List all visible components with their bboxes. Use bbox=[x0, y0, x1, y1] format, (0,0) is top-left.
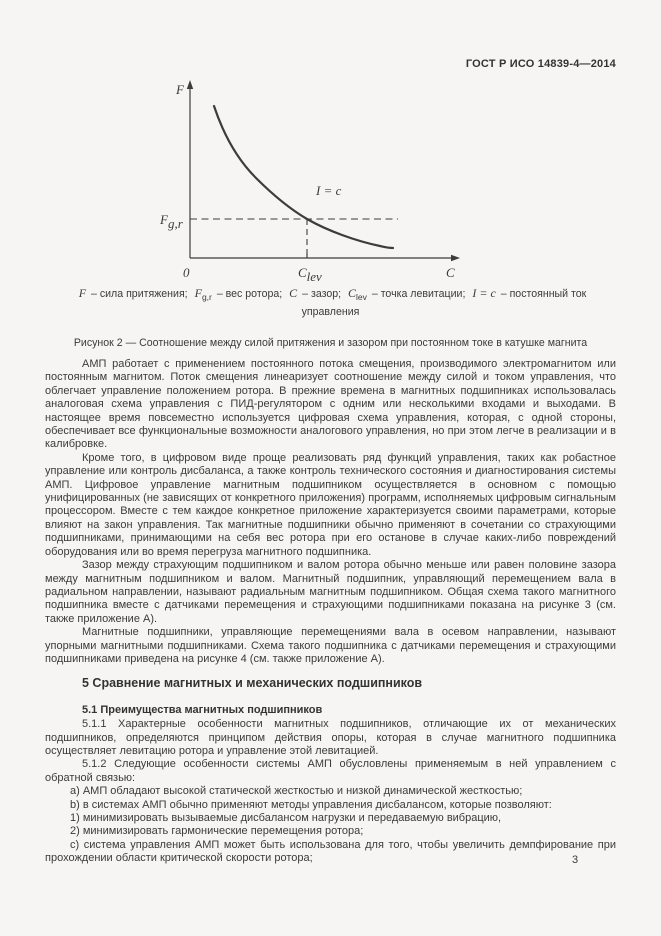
paragraph-5-1-2: 5.1.2 Следующие особенности системы АМП обусловлены применяемым в ней управлением с обратной связью: bbox=[45, 758, 616, 784]
document-header-code: ГОСТ Р ИСО 14839-4—2014 bbox=[465, 58, 616, 70]
legend-text: – сила притяжения; bbox=[91, 288, 188, 300]
legend-symbol: C bbox=[289, 286, 298, 300]
paragraph: Зазор между страхующим подшипником и валом ротора обычно меньше или равен половине зазора между магнитным подшипником и валом. Магнитный подшипник, управляющий перемещением вала в радиальном направлении, называют радиальным магнитным подшипником. Общая схема такого магнитного подшипника вместе с датчиками перемещения и страхующими подшипниками показана на рисунке 3 (см. также приложение А). bbox=[45, 559, 616, 625]
legend-text: – зазор; bbox=[302, 288, 342, 300]
list-item-2: 2) минимизировать гармонические перемещения ротора; bbox=[70, 825, 364, 838]
curve-constant-current-label: I = c bbox=[316, 183, 342, 198]
list-item-c: c) система управления АМП может быть использована для того, чтобы увеличить демпфирование при прохождении области критической скорости ротора; bbox=[45, 838, 616, 865]
paragraph-5-1-1: 5.1.1 Характерные особенности магнитных подшипников, отличающие их от механических подшипников, определяются принципом действия опоры, которая в случае магнитного подшипника осуществляет левитацию ротора и управление этой левитацией. bbox=[45, 718, 616, 757]
paragraph: Кроме того, в цифровом виде проще реализовать ряд функций управления, таких как робастное управление или контроль дисбаланса, а также контроль технического состояния и диагностирования системы АМП. Цифровое управление магнитным подшипником осуществляется в основном с помощью унифицированных (не зависящих от конкретного приложения) программ, исполняемых цифровым сигнальным процессором. Вместе с тем каждое конкретное приложение характеризуется своими параметрами, которые влияют на закон управления. Так магнитные подшипники обычно применяют в сочетании со страхующими подшипниками, принимающими на себя вес ротора при его останове в случае каких-либо повреждений оборудования или во время перегруза магнитного подшипника. bbox=[45, 451, 616, 558]
figure-legend bbox=[45, 286, 616, 320]
origin-label: 0 bbox=[183, 265, 190, 280]
section-heading-5: 5 Сравнение магнитных и механических подшипников bbox=[82, 676, 423, 691]
legend-symbol: $F_{g,r}$ bbox=[194, 286, 212, 302]
list-item-1: 1) минимизировать вызываемые дисбалансом нагрузки и передаваемую вибрацию, bbox=[70, 812, 502, 824]
y-axis-arrow-icon bbox=[187, 80, 193, 89]
figure-2-chart bbox=[140, 78, 470, 285]
paragraph: Магнитные подшипники, управляющие перемещениями вала в осевом направлении, называют упорными магнитными подшипниками. Схема такого подшипника с датчиками перемещения и страхующими подшипниками приведена на рисунке 4 (см. также приложение А). bbox=[45, 626, 616, 665]
legend-text: – точка левитации; bbox=[371, 288, 466, 300]
y-axis-label: F bbox=[176, 82, 184, 97]
legend-symbol: F bbox=[78, 286, 87, 300]
figure-caption: Рисунок 2 — Соотношение между силой притяжения и зазором при постоянном токе в катушке магнита bbox=[73, 337, 588, 349]
x-axis-arrow-icon bbox=[451, 255, 460, 261]
list-item-a: a) АМП обладают высокой статической жесткостью и низкой динамической жесткостью; bbox=[70, 785, 523, 798]
attraction-force-curve bbox=[214, 106, 393, 248]
clev-label: Clev bbox=[298, 265, 322, 284]
paragraph: АМП работает с применением постоянного потока смещения, производимого электромагнитом или постоянным магнитом. Поток смещения линеаризует соотношение между силой и током управления, что облегчает управление положением ротора. В прежние времена в магнитных подшипниках использовалась аналоговая схема управления с ПИД-регулятором с одним или несколькими входами и выходами. В настоящее время повсеместно используется цифровая схема управления, которая, с одной стороны, обеспечивает все функциональные возможности аналогового управления, но при этом легче в реализации и в калибровке. bbox=[45, 358, 616, 451]
x-axis-label: C bbox=[446, 265, 455, 280]
subsection-heading-5-1: 5.1 Преимущества магнитных подшипников bbox=[82, 703, 323, 716]
legend-symbol: $C_{lev}$ bbox=[348, 286, 367, 302]
legend-symbol: I = c bbox=[472, 286, 496, 300]
body-text-column bbox=[45, 358, 616, 866]
list-item-b: b) в системах АМП обычно применяют методы управления дисбалансом, которые позволяют: bbox=[70, 798, 552, 811]
fgr-label: Fg,r bbox=[160, 212, 183, 231]
legend-text: – постоянный ток управления bbox=[301, 288, 587, 318]
page-number: 3 bbox=[572, 854, 579, 866]
legend-text: – вес ротора; bbox=[216, 288, 283, 300]
